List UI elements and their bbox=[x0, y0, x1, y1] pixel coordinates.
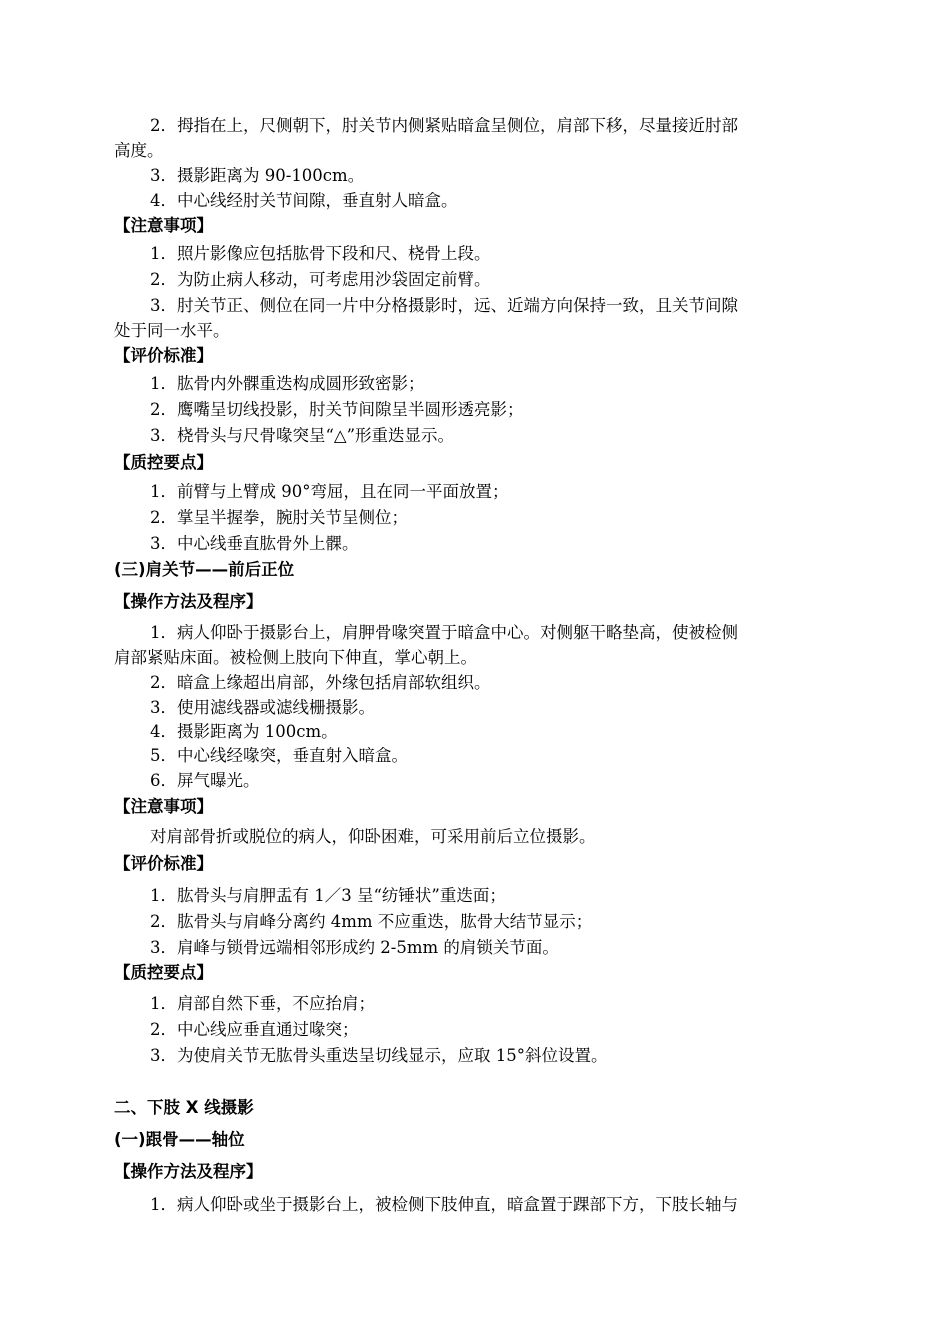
text-line: 3．为使肩关节无肱骨头重迭呈切线显示，应取 15°斜位设置。 bbox=[150, 1046, 608, 1065]
subsection-heading: (三)肩关节——前后正位 bbox=[114, 560, 295, 579]
text-line: 处于同一水平。 bbox=[114, 321, 230, 340]
section-heading: 【质控要点】 bbox=[114, 453, 213, 472]
text-line: 3．肩峰与锁骨远端相邻形成约 2-5mm 的肩锁关节面。 bbox=[150, 938, 559, 957]
text-line: 2．中心线应垂直通过喙突； bbox=[150, 1020, 359, 1039]
section-heading: 【质控要点】 bbox=[114, 963, 213, 982]
text-line: 2．肱骨头与肩峰分离约 4mm 不应重迭，肱骨大结节显示； bbox=[150, 912, 593, 931]
text-line: 1．病人仰卧或坐于摄影台上，被检侧下肢伸直，暗盒置于踝部下方，下肢长轴与 bbox=[150, 1195, 738, 1214]
text-line: 对肩部骨折或脱位的病人，仰卧困难，可采用前后立位摄影。 bbox=[150, 827, 596, 846]
text-line: 2．掌呈半握拳，腕肘关节呈侧位； bbox=[150, 508, 408, 527]
text-line: 3．中心线垂直肱骨外上髁。 bbox=[150, 534, 359, 553]
section-heading: 【注意事项】 bbox=[114, 216, 213, 235]
text-line: 1．病人仰卧于摄影台上，肩胛骨喙突置于暗盒中心。对侧躯干略垫高，使被检侧 bbox=[150, 623, 738, 642]
text-line: 肩部紧贴床面。被检侧上肢向下伸直，掌心朝上。 bbox=[114, 648, 477, 667]
text-line: 1．肩部自然下垂，不应抬肩； bbox=[150, 994, 375, 1013]
section-heading: 【评价标准】 bbox=[114, 854, 213, 873]
text-line: 1．肱骨内外髁重迭构成圆形致密影； bbox=[150, 374, 425, 393]
section-heading: 【注意事项】 bbox=[114, 797, 213, 816]
text-line: 2．为防止病人移动，可考虑用沙袋固定前臂。 bbox=[150, 270, 491, 289]
text-line: 3．桡骨头与尺骨喙突呈“△”形重迭显示。 bbox=[150, 426, 455, 445]
text-line: 1．肱骨头与肩胛盂有 1／3 呈“纺锤状”重迭面； bbox=[150, 886, 506, 905]
text-line: 3．使用滤线器或滤线栅摄影。 bbox=[150, 698, 375, 717]
section-heading: 【评价标准】 bbox=[114, 346, 213, 365]
text-line: 5．中心线经喙突，垂直射入暗盒。 bbox=[150, 746, 408, 765]
text-line: 3．摄影距离为 90-100cm。 bbox=[150, 166, 365, 185]
chapter-heading: 二、下肢 X 线摄影 bbox=[114, 1098, 254, 1117]
section-heading: 【操作方法及程序】 bbox=[114, 592, 263, 611]
text-line: 4．摄影距离为 100cm。 bbox=[150, 722, 338, 741]
subsection-heading: (一)跟骨——轴位 bbox=[114, 1130, 245, 1149]
text-line: 1．照片影像应包括肱骨下段和尺、桡骨上段。 bbox=[150, 244, 491, 263]
text-line: 2．鹰嘴呈切线投影，肘关节间隙呈半圆形透亮影； bbox=[150, 400, 524, 419]
text-line: 6．屏气曝光。 bbox=[150, 771, 260, 790]
text-line: 高度。 bbox=[114, 141, 164, 160]
text-line: 1．前臂与上臂成 90°弯屈，且在同一平面放置； bbox=[150, 482, 509, 501]
text-line: 2．暗盒上缘超出肩部，外缘包括肩部软组织。 bbox=[150, 673, 491, 692]
text-line: 4．中心线经肘关节间隙，垂直射人暗盒。 bbox=[150, 191, 458, 210]
section-heading: 【操作方法及程序】 bbox=[114, 1162, 263, 1181]
text-line: 3．肘关节正、侧位在同一片中分格摄影时，远、近端方向保持一致，且关节间隙 bbox=[150, 296, 738, 315]
text-line: 2．拇指在上，尺侧朝下，肘关节内侧紧贴暗盒呈侧位，肩部下移，尽量接近肘部 bbox=[150, 116, 738, 135]
